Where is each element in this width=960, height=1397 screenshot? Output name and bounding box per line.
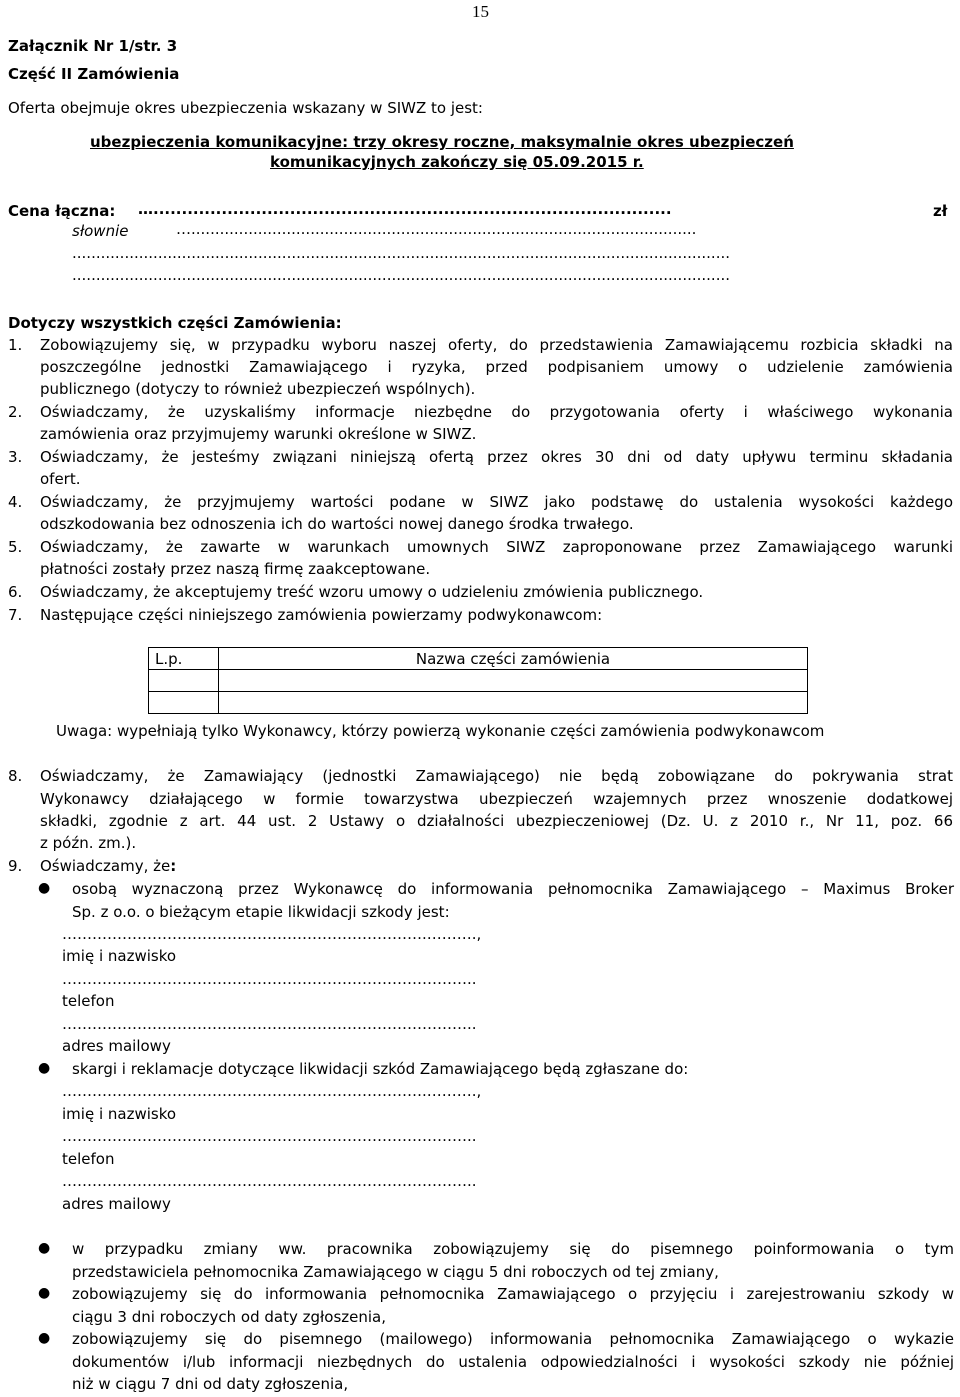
- table-row: [149, 670, 808, 692]
- table-cell-part-name[interactable]: [219, 670, 808, 692]
- item-4-line-1: 4. Oświadczamy, że przyjmujemy wartości podane w SIWZ jako podstawę do ustalenia wysokości każdego: [8, 493, 953, 511]
- item-6-line-1: 6. Oświadczamy, że akceptujemy treść wzoru umowy o udzieleniu zmówienia publicznego.: [8, 583, 704, 601]
- bullet-icon: ●: [38, 880, 51, 896]
- item-8-line-1: 8. Oświadczamy, że Zamawiający (jednostki Zamawiającego) nie będą zobowiązane do pokrywania strat: [8, 767, 953, 785]
- item-9-line: 9. Oświadczamy, że:: [8, 857, 177, 875]
- item-3-number: 3.: [8, 448, 23, 466]
- item-7-line-1: 7. Następujące części niniejszego zamówienia powierzamy podwykonawcom:: [8, 606, 603, 624]
- complaint-name-field[interactable]: ……………………………………………………………….……….,: [62, 1082, 482, 1100]
- currency-label: zł: [933, 202, 948, 220]
- item-3-line-2: ofert.: [40, 470, 81, 488]
- item-9-number: 9.: [8, 857, 23, 875]
- table-header-part-name: Nazwa części zamówienia: [219, 648, 808, 670]
- table-cell-part-name[interactable]: [219, 692, 808, 714]
- contact-email-label: adres mailowy: [62, 1037, 171, 1055]
- bullet-icon: ●: [38, 1240, 51, 1256]
- amount-in-words-line-2[interactable]: ..........................................................................................................................................: [72, 244, 730, 262]
- bullet-5-line-3: niż w ciągu 7 dni od daty zgłoszenia,: [72, 1375, 349, 1393]
- complaint-phone-label: telefon: [62, 1150, 115, 1168]
- item-5-number: 5.: [8, 538, 23, 556]
- bullet-3-line-1: w przypadku zmiany ww. pracownika zobowiązujemy się do pisemnego poinformowania o tym: [72, 1240, 954, 1258]
- table-header-row: [149, 648, 808, 670]
- bullet-5-line-1: zobowiązujemy się do pisemnego (mailowego) informowania pełnomocnika Zamawiającego o wykazie: [72, 1330, 954, 1348]
- bullet-icon: ●: [38, 1060, 51, 1076]
- item-8-line-2: Wykonawcy działającego w formie towarzystwa ubezpieczeń wzajemnych przez wnoszenie dodatkowej: [40, 790, 953, 808]
- bullet-2-line-1: skargi i reklamacje dotyczące likwidacji szkód Zamawiającego będą zgłaszane do:: [72, 1060, 689, 1078]
- complaint-email-label: adres mailowy: [62, 1195, 171, 1213]
- item-2-line-1: 2. Oświadczamy, że uzyskaliśmy informacje niezbędne do przygotowania oferty i właściwego wykonania: [8, 403, 953, 421]
- bullet-icon: ●: [38, 1285, 51, 1301]
- item-5-line-1: 5. Oświadczamy, że zawarte w warunkach umownych SIWZ zaproponowane przez Zamawiającego warunki: [8, 538, 953, 556]
- amount-in-words-field[interactable]: …..........................................................................................................: [176, 220, 697, 238]
- item-1-number: 1.: [8, 336, 23, 354]
- bullet-5-line-2: dokumentów i/lub informacji niezbędnych do ustalenia odpowiedzialności i wysokości szkody nie później: [72, 1353, 954, 1371]
- item-4-number: 4.: [8, 493, 23, 511]
- contact-email-field[interactable]: ………………………………………………………………………..: [62, 1015, 477, 1033]
- item-5-line-2: płatności zostały przez naszą firmę zaakceptowane.: [40, 560, 431, 578]
- item-2-line-2: zamówienia oraz przyjmujemy warunki określone w SIWZ.: [40, 425, 477, 443]
- amount-in-words-label: słownie: [72, 222, 129, 240]
- subcontractor-table: [148, 647, 808, 714]
- item-2-number: 2.: [8, 403, 23, 421]
- total-price-label: Cena łączna:: [8, 202, 116, 220]
- contact-name-field[interactable]: ……………………………………………………………….……….,: [62, 925, 482, 943]
- item-4-line-2: odszkodowania bez odnoszenia ich do wartości nowej danego środka trwałego.: [40, 515, 634, 533]
- bullet-4-line-2: ciągu 3 dni roboczych od daty zgłoszenia,: [72, 1308, 387, 1326]
- contact-phone-label: telefon: [62, 992, 115, 1010]
- item-1-line-1: 1. Zobowiązujemy się, w przypadku wyboru naszej oferty, do przedstawienia Zamawiającemu rozbicia składki na: [8, 336, 953, 354]
- contact-phone-field[interactable]: ………………………………………………………………………..: [62, 970, 477, 988]
- item-1-line-2: poszczególne jednostki Zamawiającego i ryzyka, przed podpisaniem umowy o udzielenie zamówienia: [40, 358, 953, 376]
- bullet-1-line-1: osobą wyznaczoną przez Wykonawcę do informowania pełnomocnika Zamawiającego – Maximus Broker: [72, 880, 954, 898]
- amount-in-words-line-3[interactable]: ..........................................................................................................................................: [72, 266, 730, 284]
- item-1-line-3: publicznego (dotyczy to również ubezpieczeń wspólnych).: [40, 380, 476, 398]
- table-note: Uwaga: wypełniają tylko Wykonawcy, którzy powierzą wykonanie części zamówienia podwykonawcom: [56, 722, 825, 740]
- bullet-4-line-1: zobowiązujemy się do informowania pełnomocnika Zamawiającego o przyjęciu i zarejestrowaniu szkody w: [72, 1285, 954, 1303]
- offer-period-line-1: ubezpieczenia komunikacyjne: trzy okresy roczne, maksymalnie okres ubezpieczeń: [90, 133, 794, 151]
- item-7-number: 7.: [8, 606, 23, 624]
- item-8-line-4: z późn. zm.).: [40, 834, 137, 852]
- item-8-number: 8.: [8, 767, 23, 785]
- bullet-3-line-2: przedstawiciela pełnomocnika Zamawiającego w ciągu 5 dni roboczych od tej zmiany,: [72, 1263, 719, 1281]
- contact-name-label: imię i nazwisko: [62, 947, 177, 965]
- item-8-line-3: składki, zgodnie z art. 44 ust. 2 Ustawy o działalności ubezpieczeniowej (Dz. U. z 2010 r., Nr 11, poz. 66: [40, 812, 953, 830]
- complaint-email-field[interactable]: ………………………………………………………………………..: [62, 1172, 477, 1190]
- complaint-phone-field[interactable]: ………………………………………………………………………..: [62, 1127, 477, 1145]
- section-title: Dotyczy wszystkich części Zamówienia:: [8, 314, 342, 332]
- part-title: Część II Zamówienia: [8, 65, 180, 83]
- bullet-1-line-2: Sp. z o.o. o bieżącym etapie likwidacji szkody jest:: [72, 903, 450, 921]
- table-header-lp: L.p.: [149, 648, 219, 670]
- offer-period-line-2: komunikacyjnych zakończy się 05.09.2015 r.: [270, 153, 644, 171]
- bullet-icon: ●: [38, 1330, 51, 1346]
- table-cell-lp[interactable]: [149, 692, 219, 714]
- total-price-field[interactable]: …...........................................................................................: [138, 200, 672, 218]
- table-row: [149, 692, 808, 714]
- annex-label: Załącznik Nr 1/str. 3: [8, 37, 178, 55]
- table-cell-lp[interactable]: [149, 670, 219, 692]
- item-3-line-1: 3. Oświadczamy, że jesteśmy związani niniejszą ofertą przez okres 30 dni od daty upływu terminu składania: [8, 448, 953, 466]
- item-6-number: 6.: [8, 583, 23, 601]
- page-number: 15: [472, 2, 489, 21]
- complaint-name-label: imię i nazwisko: [62, 1105, 177, 1123]
- offer-intro: Oferta obejmuje okres ubezpieczenia wskazany w SIWZ to jest:: [8, 99, 483, 117]
